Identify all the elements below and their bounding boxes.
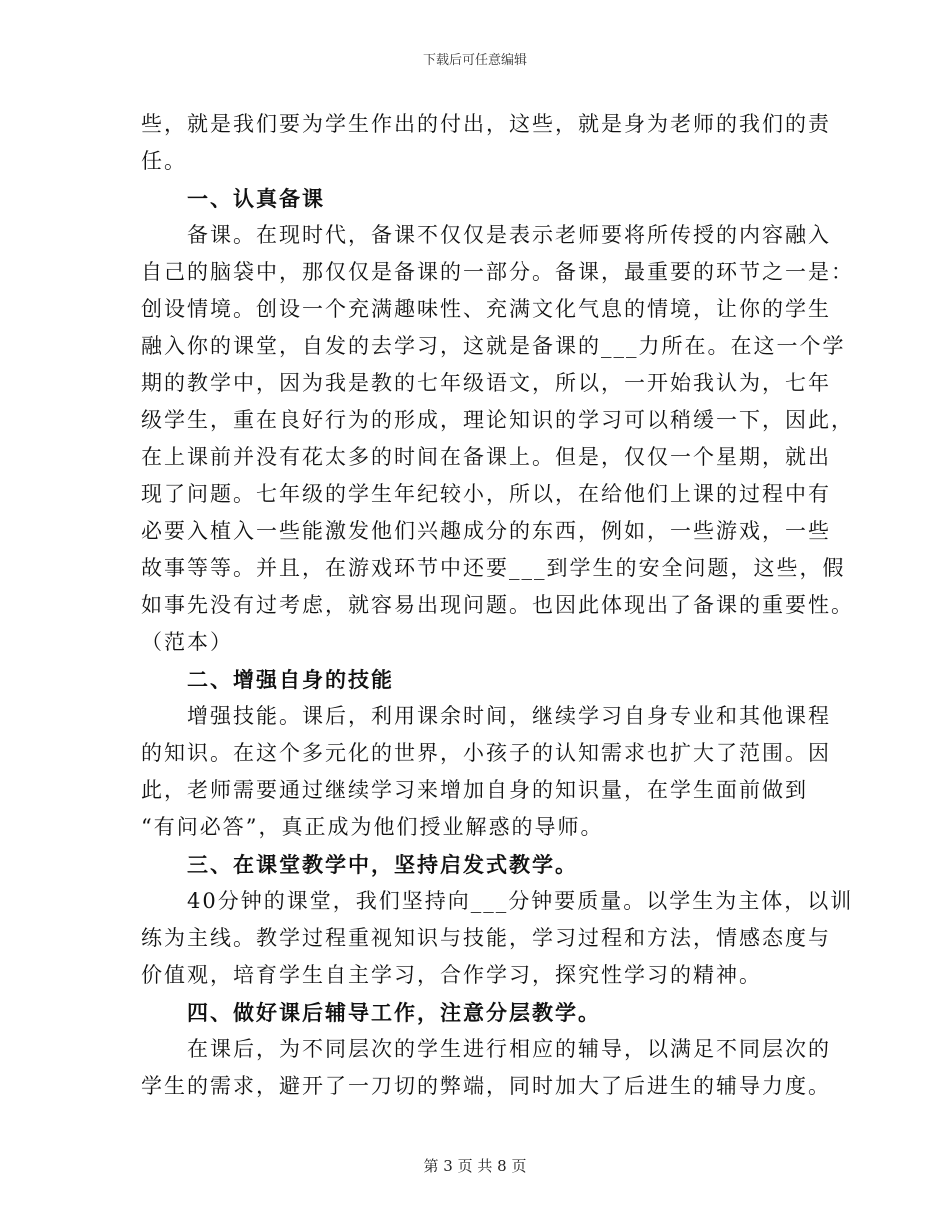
- body-line: 40分钟的课堂，我们坚持向___分钟要质量。以学生为主体，以训: [187, 889, 854, 913]
- body-line: 自己的脑袋中，那仅仅是备课的一部分。备课，最重要的环节之一是：: [141, 260, 854, 284]
- body-line: 级学生，重在良好行为的形成，理论知识的学习可以稍缓一下，因此，: [141, 408, 854, 432]
- body-line: 在课后，为不同层次的学生进行相应的辅导，以满足不同层次的: [187, 1037, 831, 1061]
- page-header: 下载后可任意编辑: [422, 53, 527, 68]
- body-line: 增强技能。课后，利用课余时间，继续学习自身专业和其他课程: [187, 704, 831, 728]
- body-line: 些，就是我们要为学生作出的付出，这些，就是身为老师的我们的责: [141, 112, 831, 136]
- body-line: 创设情境。创设一个充满趣味性、充满文化气息的情境，让你的学生: [141, 297, 831, 321]
- body-line: 价值观，培育学生自主学习，合作学习，探究性学习的精神。: [141, 963, 762, 987]
- body-line: 此，老师需要通过继续学习来增加自身的知识量，在学生面前做到: [141, 778, 808, 802]
- body-line: 练为主线。教学过程重视知识与技能，学习过程和方法，情感态度与: [141, 926, 831, 950]
- body-line: 现了问题。七年级的学生年纪较小，所以，在给他们上课的过程中有: [141, 482, 831, 506]
- body-line: 的知识。在这个多元化的世界，小孩子的认知需求也扩大了范围。因: [141, 741, 831, 765]
- body-line: 期的教学中，因为我是教的七年级语文，所以，一开始我认为，七年: [141, 371, 831, 395]
- body-line: 如事先没有过考虑，就容易出现问题。也因此体现出了备课的重要性。: [141, 593, 854, 617]
- section-heading-2: 二、增强自身的技能: [187, 667, 394, 692]
- section-heading-1: 一、认真备课: [187, 186, 325, 211]
- body-line: “有问必答”，真正成为他们授业解惑的导师。: [141, 815, 604, 839]
- body-line: 在上课前并没有花太多的时间在备课上。但是，仅仅一个星期，就出: [141, 445, 831, 469]
- body-line: 融入你的课堂，自发的去学习，这就是备课的___力所在。在这一个学: [141, 334, 846, 358]
- body-line: 学生的需求，避开了一刀切的弊端，同时加大了后进生的辅导力度。: [141, 1074, 831, 1098]
- body-line: 必要入植入一些能激发他们兴趣成分的东西，例如，一些游戏，一些: [141, 519, 831, 543]
- document-body: [141, 106, 854, 1105]
- body-line: 备课。在现时代，备课不仅仅是表示老师要将所传授的内容融入: [187, 223, 831, 247]
- page-footer: 第 3 页 共 8 页: [423, 1157, 527, 1175]
- body-line: （范本）: [141, 630, 233, 654]
- section-heading-3: 三、在课堂教学中，坚持启发式教学。: [187, 852, 578, 877]
- body-line: 故事等等。并且，在游戏环节中还要___到学生的安全问题，这些，假: [141, 556, 846, 580]
- body-line: 任。: [141, 149, 187, 173]
- section-heading-4: 四、做好课后辅导工作，注意分层教学。: [187, 1000, 601, 1025]
